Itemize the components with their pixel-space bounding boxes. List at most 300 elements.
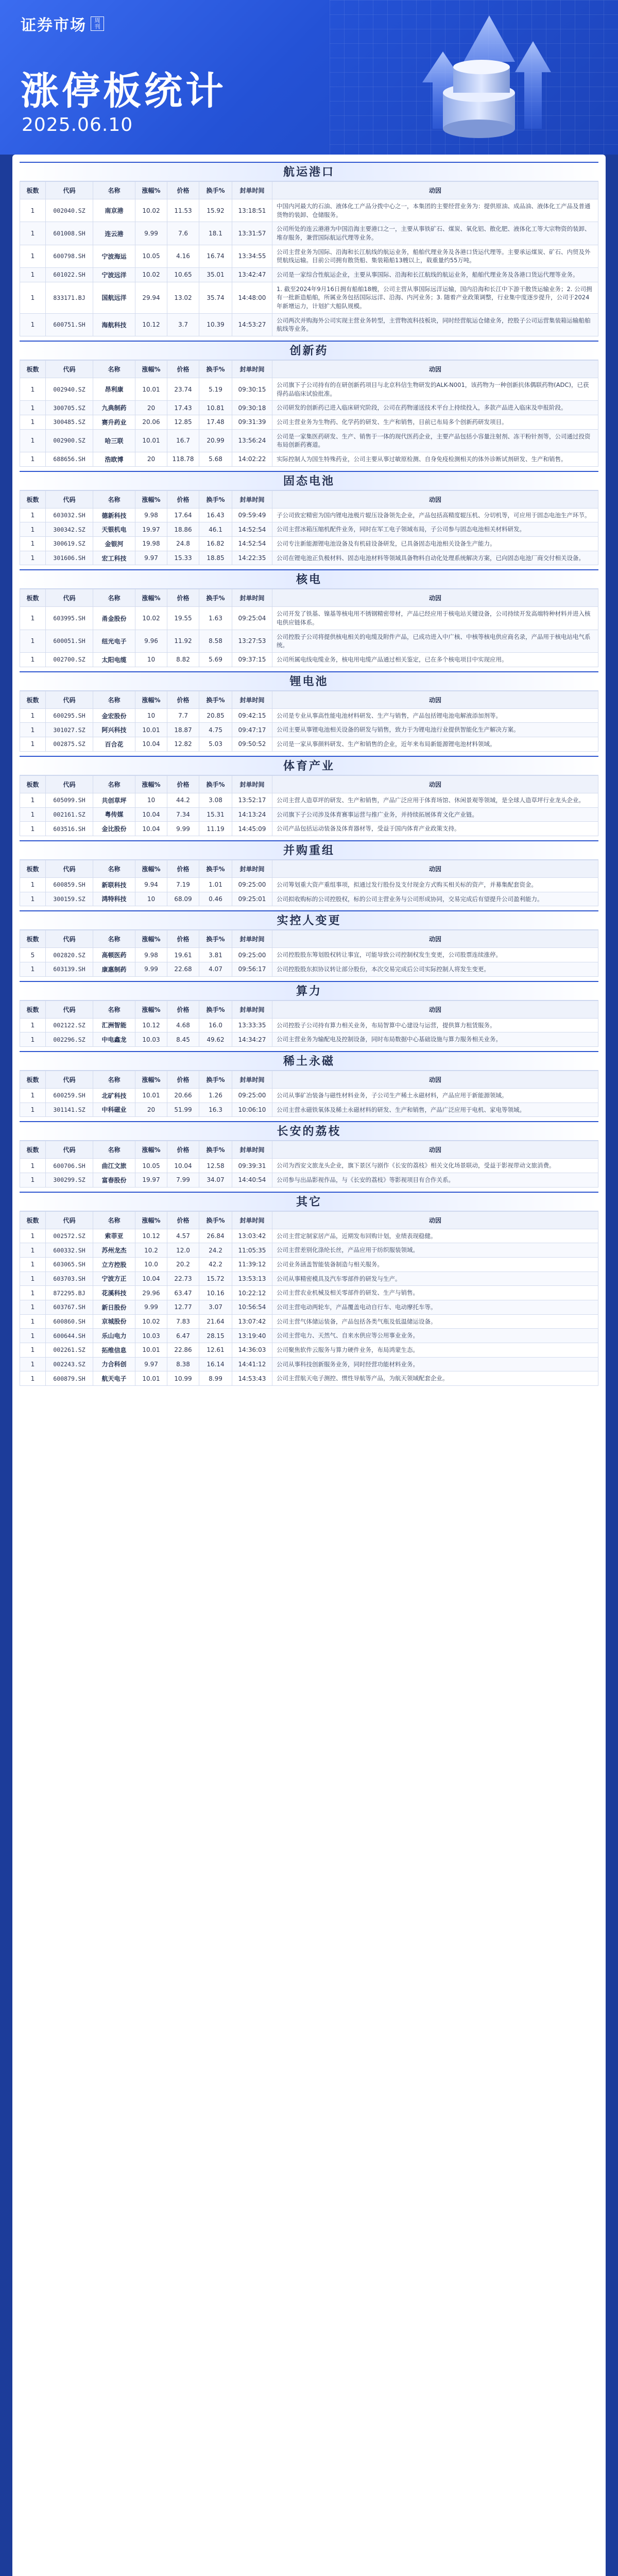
cell-price: 6.47 [167, 1329, 199, 1343]
cell-code: 002700.SZ [46, 653, 93, 667]
table-row [20, 807, 598, 822]
cell-seal-time: 09:39:31 [232, 1159, 272, 1173]
column-header-code: 代码 [46, 860, 93, 877]
cell-name: 航天电子 [93, 1371, 135, 1386]
brand-name: 证券市场 [21, 16, 87, 35]
column-header-turnover-pct: 换手% [199, 1141, 232, 1159]
cell-name: 高顿医药 [93, 948, 135, 962]
cell-change-pct: 10.04 [135, 737, 167, 752]
cell-change-pct: 9.97 [135, 1357, 167, 1371]
cell-reason: 公司主营永磁铁氧体及稀土永磁材料的研发、生产和销售，产品广泛应用于电机、家电等领域。 [272, 1103, 598, 1117]
cell-price: 19.61 [167, 948, 199, 962]
column-header-code: 代码 [46, 1211, 93, 1229]
cell-name: 富春股份 [93, 1173, 135, 1187]
cell-turnover-pct: 42.2 [199, 1257, 232, 1272]
stock-table [20, 691, 598, 752]
column-header-reason: 动因 [272, 930, 598, 948]
column-header-boards: 板数 [20, 860, 46, 877]
cell-boards: 1 [20, 807, 46, 822]
cell-name: 宏工科技 [93, 551, 135, 565]
cell-code: 002161.SZ [46, 807, 93, 822]
cell-code: 300705.SZ [46, 401, 93, 415]
cell-reason: 公司拟收购标的公司控股权，标的公司主营业务与公司形成协同，交易完成后有望提升公司盈利能力。 [272, 892, 598, 906]
table-row [20, 1343, 598, 1357]
column-header-change-pct: 涨幅% [135, 182, 167, 199]
section-title: 核电 [20, 569, 598, 589]
cell-boards: 1 [20, 1300, 46, 1314]
cell-change-pct: 10.01 [135, 723, 167, 737]
cell-boards: 1 [20, 737, 46, 752]
cell-code: 002572.SZ [46, 1229, 93, 1243]
table-row [20, 892, 598, 906]
cell-name: 太阳电缆 [93, 653, 135, 667]
table-row [20, 1286, 598, 1300]
cell-change-pct: 10 [135, 793, 167, 807]
cell-name: 鸿特科技 [93, 892, 135, 906]
cell-turnover-pct: 46.1 [199, 522, 232, 537]
cell-code: 002820.SZ [46, 948, 93, 962]
cell-seal-time: 11:39:12 [232, 1257, 272, 1272]
section-8 [20, 981, 598, 1047]
cell-name: 新联科技 [93, 877, 135, 892]
cell-reason: 公司是一家综合性航运企业，主要从事国际、沿海和长江航线的航运业务，船舶代理业务及各港口货运代理等业务。 [272, 268, 598, 282]
cell-reason: 中国内河最大的石油、液体化工产品分拨中心之一，本集团的主要经营业务为：提供原油、成品油、液体化工产品及普通货物的装卸、仓储服务。 [272, 199, 598, 222]
cell-name: 海航科技 [93, 313, 135, 336]
column-header-reason: 动因 [272, 775, 598, 793]
cell-reason: 公司所处的连云港港为中国沿海主要港口之一，主要从事铁矿石、煤炭、氧化铝、散化肥、液体化工等大宗物资的装卸、堆存服务，兼营国际航运代理等业务。 [272, 222, 598, 245]
cell-reason: 公司主营定制家居产品，近期发布回购计划，业绩表现稳健。 [272, 1229, 598, 1243]
cell-boards: 1 [20, 245, 46, 267]
cell-seal-time: 14:48:00 [232, 282, 272, 313]
cell-name: 中科磁业 [93, 1103, 135, 1117]
cell-turnover-pct: 1.26 [199, 1088, 232, 1103]
cell-code: 300342.SZ [46, 522, 93, 537]
cell-code: 600879.SH [46, 1371, 93, 1386]
cell-change-pct: 29.96 [135, 1286, 167, 1300]
cell-turnover-pct: 15.92 [199, 199, 232, 222]
cell-seal-time: 09:25:01 [232, 892, 272, 906]
table-row [20, 415, 598, 430]
cell-boards: 1 [20, 313, 46, 336]
cell-reason: 公司控股子公司持有算力相关业务，布局智算中心建设与运营，提供算力租赁服务。 [272, 1018, 598, 1032]
header-banner [0, 0, 618, 155]
column-header-turnover-pct: 换手% [199, 860, 232, 877]
column-header-change-pct: 涨幅% [135, 490, 167, 508]
section-11 [20, 1192, 598, 1386]
cell-turnover-pct: 5.68 [199, 452, 232, 467]
table-row [20, 708, 598, 723]
cell-reason: 公司主营业务为生物药、化学药的研发、生产和销售，目前已布局多个创新药研发项目。 [272, 415, 598, 430]
cell-name: 哈三联 [93, 429, 135, 452]
cell-seal-time: 14:53:43 [232, 1371, 272, 1386]
cell-name: 曲江文旅 [93, 1159, 135, 1173]
cell-price: 22.68 [167, 962, 199, 976]
cell-seal-time: 09:56:17 [232, 962, 272, 976]
cell-code: 300299.SZ [46, 1173, 93, 1187]
section-title: 其它 [20, 1192, 598, 1211]
column-header-change-pct: 涨幅% [135, 1001, 167, 1018]
cell-seal-time: 14:36:03 [232, 1343, 272, 1357]
cell-price: 7.34 [167, 807, 199, 822]
cell-price: 11.53 [167, 199, 199, 222]
cell-seal-time: 10:06:10 [232, 1103, 272, 1117]
section-title: 稀土永磁 [20, 1051, 598, 1071]
cell-seal-time: 13:52:17 [232, 793, 272, 807]
cell-name: 花溪科技 [93, 1286, 135, 1300]
cell-price: 17.64 [167, 508, 199, 522]
cell-price: 51.99 [167, 1103, 199, 1117]
table-row [20, 222, 598, 245]
cell-seal-time: 13:53:13 [232, 1272, 272, 1286]
cell-price: 8.38 [167, 1357, 199, 1371]
column-header-reason: 动因 [272, 691, 598, 708]
cell-boards: 1 [20, 1329, 46, 1343]
cell-turnover-pct: 5.69 [199, 653, 232, 667]
brand-sub: 周刊 [91, 16, 104, 31]
cell-turnover-pct: 35.74 [199, 282, 232, 313]
cell-turnover-pct: 17.48 [199, 415, 232, 430]
column-header-boards: 板数 [20, 1141, 46, 1159]
cell-boards: 1 [20, 1314, 46, 1329]
cell-name: 宁波远洋 [93, 268, 135, 282]
cell-boards: 1 [20, 1371, 46, 1386]
cell-change-pct: 10.01 [135, 1371, 167, 1386]
column-header-change-pct: 涨幅% [135, 775, 167, 793]
table-row [20, 313, 598, 336]
column-header-code: 代码 [46, 1001, 93, 1018]
cell-change-pct: 10.01 [135, 1088, 167, 1103]
cell-boards: 1 [20, 962, 46, 976]
cell-name: 新日股份 [93, 1300, 135, 1314]
section-3 [20, 569, 598, 667]
cell-turnover-pct: 16.82 [199, 537, 232, 551]
cell-boards: 1 [20, 1286, 46, 1300]
cell-name: 粤传媒 [93, 807, 135, 822]
cell-reason: 公司为西安文旅龙头企业，旗下景区与剧作《长安的荔枝》相关文化场景联动，受益于影视带动文旅消费。 [272, 1159, 598, 1173]
cell-price: 16.7 [167, 429, 199, 452]
cell-code: 600259.SH [46, 1088, 93, 1103]
table-row [20, 962, 598, 976]
cell-reason: 公司主营业务为输配电及控制设备，同时布局数据中心基础设施与算力服务相关业务。 [272, 1032, 598, 1047]
cell-code: 603032.SH [46, 508, 93, 522]
section-title: 航运港口 [20, 162, 598, 181]
cell-turnover-pct: 16.14 [199, 1357, 232, 1371]
cell-change-pct: 10.05 [135, 245, 167, 267]
cell-code: 600332.SH [46, 1243, 93, 1258]
cell-turnover-pct: 1.01 [199, 877, 232, 892]
column-header-turnover-pct: 换手% [199, 1001, 232, 1018]
cell-reason: 公司专注新能源锂电池设备及有机硅设备研发，已具备固态电池相关设备生产能力。 [272, 537, 598, 551]
cell-turnover-pct: 16.3 [199, 1103, 232, 1117]
column-header-seal-time: 封单时间 [232, 930, 272, 948]
cell-code: 301141.SZ [46, 1103, 93, 1117]
cell-code: 833171.BJ [46, 282, 93, 313]
cell-price: 12.0 [167, 1243, 199, 1258]
table-row [20, 1229, 598, 1243]
cell-change-pct: 10.01 [135, 429, 167, 452]
table-row [20, 822, 598, 836]
cell-price: 17.43 [167, 401, 199, 415]
cell-change-pct: 10.05 [135, 1159, 167, 1173]
cell-name: 拓维信息 [93, 1343, 135, 1357]
cell-boards: 1 [20, 522, 46, 537]
cell-reason: 公司旗下子公司涉及体育赛事运营与推广业务，并持续拓展体育文化产业链。 [272, 807, 598, 822]
cell-price: 7.83 [167, 1314, 199, 1329]
column-header-code: 代码 [46, 1071, 93, 1088]
cell-turnover-pct: 3.08 [199, 793, 232, 807]
cell-change-pct: 9.99 [135, 962, 167, 976]
section-title: 并购重组 [20, 840, 598, 860]
cell-price: 8.45 [167, 1032, 199, 1047]
cell-boards: 1 [20, 452, 46, 467]
column-header-turnover-pct: 换手% [199, 775, 232, 793]
column-header-boards: 板数 [20, 589, 46, 607]
table-row [20, 1329, 598, 1343]
cell-name: 南京港 [93, 199, 135, 222]
cell-price: 22.73 [167, 1272, 199, 1286]
cell-turnover-pct: 20.85 [199, 708, 232, 723]
column-header-name: 名称 [93, 860, 135, 877]
section-title: 固态电池 [20, 471, 598, 490]
cell-boards: 1 [20, 1088, 46, 1103]
coin-stack-arrow-illustration [366, 5, 587, 149]
cell-seal-time: 14:52:54 [232, 537, 272, 551]
cell-code: 601008.SH [46, 222, 93, 245]
cell-price: 10.99 [167, 1371, 199, 1386]
column-header-boards: 板数 [20, 182, 46, 199]
cell-boards: 1 [20, 508, 46, 522]
cell-price: 10.04 [167, 1159, 199, 1173]
cell-code: 002296.SZ [46, 1032, 93, 1047]
cell-reason: 公司产品包括运动装备及体育器材等，受益于国内体育产业政策支持。 [272, 822, 598, 836]
cell-change-pct: 10.02 [135, 268, 167, 282]
table-row [20, 452, 598, 467]
table-row [20, 1272, 598, 1286]
column-header-change-pct: 涨幅% [135, 361, 167, 378]
cell-change-pct: 10.12 [135, 1018, 167, 1032]
cell-price: 9.99 [167, 822, 199, 836]
column-header-name: 名称 [93, 1211, 135, 1229]
cell-change-pct: 9.96 [135, 630, 167, 652]
cell-boards: 1 [20, 1173, 46, 1187]
column-header-change-pct: 涨幅% [135, 1071, 167, 1088]
stock-table [20, 860, 598, 906]
cell-turnover-pct: 18.1 [199, 222, 232, 245]
cell-price: 7.19 [167, 877, 199, 892]
cell-reason: 公司开发了铁基、镍基等核电用不锈钢精密带材，产品已经应用于核电站关键设备，公司持续开发高端特种材料并进入核电供应链体系。 [272, 607, 598, 630]
cell-boards: 1 [20, 1032, 46, 1047]
cell-code: 300485.SZ [46, 415, 93, 430]
table-row [20, 282, 598, 313]
column-header-change-pct: 涨幅% [135, 691, 167, 708]
stock-table [20, 1071, 598, 1117]
column-header-price: 价格 [167, 860, 199, 877]
column-header-reason: 动因 [272, 589, 598, 607]
cell-change-pct: 9.98 [135, 948, 167, 962]
cell-change-pct: 20 [135, 452, 167, 467]
column-header-turnover-pct: 换手% [199, 182, 232, 199]
cell-turnover-pct: 4.75 [199, 723, 232, 737]
cell-change-pct: 9.97 [135, 551, 167, 565]
cell-turnover-pct: 10.81 [199, 401, 232, 415]
column-header-turnover-pct: 换手% [199, 1071, 232, 1088]
cell-change-pct: 29.94 [135, 282, 167, 313]
cell-price: 22.86 [167, 1343, 199, 1357]
cell-reason: 公司控股子公司将提供核电相关的电缆及附件产品，已成功进入中广核、中核等核电供应商名录，产品用于核电站电气系统。 [272, 630, 598, 652]
cell-boards: 1 [20, 630, 46, 652]
cell-reason: 公司从事精密模具及汽车零部件的研发与生产。 [272, 1272, 598, 1286]
cell-reason: 公司控股股东拟协议转让部分股份，本次交易完成后公司实际控制人将发生变更。 [272, 962, 598, 976]
column-header-price: 价格 [167, 589, 199, 607]
cell-boards: 1 [20, 378, 46, 401]
column-header-reason: 动因 [272, 361, 598, 378]
cell-seal-time: 09:50:52 [232, 737, 272, 752]
cell-code: 603995.SH [46, 607, 93, 630]
cell-price: 4.68 [167, 1018, 199, 1032]
cell-price: 19.55 [167, 607, 199, 630]
cell-name: 力合科创 [93, 1357, 135, 1371]
table-row [20, 401, 598, 415]
cell-reason: 公司主营冰箱压缩机配件业务，同时在军工电子领域布局，子公司参与固态电池相关材料研发。 [272, 522, 598, 537]
cell-reason: 公司参与出品影视作品，与《长安的荔枝》等影视项目有合作关系。 [272, 1173, 598, 1187]
cell-price: 20.2 [167, 1257, 199, 1272]
cell-code: 600798.SH [46, 245, 93, 267]
cell-turnover-pct: 4.07 [199, 962, 232, 976]
cell-price: 10.65 [167, 268, 199, 282]
section-title: 锂电池 [20, 671, 598, 691]
cell-name: 纽光电子 [93, 630, 135, 652]
cell-code: 603065.SH [46, 1257, 93, 1272]
cell-turnover-pct: 15.31 [199, 807, 232, 822]
stock-table [20, 490, 598, 566]
cell-turnover-pct: 11.19 [199, 822, 232, 836]
cell-turnover-pct: 35.01 [199, 268, 232, 282]
column-header-turnover-pct: 换手% [199, 361, 232, 378]
brand-logo [21, 12, 104, 35]
cell-seal-time: 14:34:27 [232, 1032, 272, 1047]
cell-code: 600295.SH [46, 708, 93, 723]
cell-name: 浩欧博 [93, 452, 135, 467]
column-header-boards: 板数 [20, 1071, 46, 1088]
cell-reason: 公司是专业从事高性能电池材料研发、生产与销售，产品包括锂电池电解液添加剂等。 [272, 708, 598, 723]
table-row [20, 948, 598, 962]
column-header-boards: 板数 [20, 361, 46, 378]
cell-reason: 公司主营业务为国际、沿海和长江航线的航运业务，船舶代理业务及各港口货运代理等。主要承运煤炭、矿石、内贸及外贸航线运输。目前公司拥有散货船、集装箱船13艘以上，载重量约55万吨。 [272, 245, 598, 267]
table-row [20, 429, 598, 452]
cell-turnover-pct: 5.03 [199, 737, 232, 752]
cell-boards: 5 [20, 948, 46, 962]
cell-name: 国航远洋 [93, 282, 135, 313]
cell-price: 7.99 [167, 1173, 199, 1187]
cell-turnover-pct: 3.81 [199, 948, 232, 962]
cell-boards: 1 [20, 429, 46, 452]
cell-reason: 公司研发的创新药已进入临床研究阶段，公司在药物递送技术平台上持续投入，多款产品进入临床及申报阶段。 [272, 401, 598, 415]
cell-name: 赛升药业 [93, 415, 135, 430]
cell-turnover-pct: 16.43 [199, 508, 232, 522]
cell-seal-time: 09:25:04 [232, 607, 272, 630]
cell-price: 63.47 [167, 1286, 199, 1300]
column-header-price: 价格 [167, 490, 199, 508]
table-row [20, 522, 598, 537]
cell-change-pct: 10 [135, 708, 167, 723]
stock-table [20, 1001, 598, 1047]
section-6 [20, 840, 598, 906]
column-header-reason: 动因 [272, 182, 598, 199]
cell-code: 301606.SH [46, 551, 93, 565]
cell-price: 18.86 [167, 522, 199, 537]
cell-reason: 公司主营电力、天然气、自来水供应等公用事业业务。 [272, 1329, 598, 1343]
cell-boards: 1 [20, 877, 46, 892]
cell-name: 阿兴科技 [93, 723, 135, 737]
cell-reason: 公司控股股东筹划股权转让事宜，可能导致公司控制权发生变更，公司股票连续涨停。 [272, 948, 598, 962]
column-header-turnover-pct: 换手% [199, 490, 232, 508]
cell-reason: 子公司致宏精密为国内锂电池极片辊压设备领先企业，产品包括高精度辊压机、分切机等，可应用于固态电池生产环节。 [272, 508, 598, 522]
cell-turnover-pct: 49.62 [199, 1032, 232, 1047]
cell-change-pct: 10.0 [135, 1257, 167, 1272]
cell-name: 金比股份 [93, 822, 135, 836]
column-header-reason: 动因 [272, 1001, 598, 1018]
cell-change-pct: 10.03 [135, 1329, 167, 1343]
table-header-row [20, 1211, 598, 1229]
cell-boards: 1 [20, 268, 46, 282]
table-header-row [20, 589, 598, 607]
cell-code: 603139.SH [46, 962, 93, 976]
cell-turnover-pct: 26.84 [199, 1229, 232, 1243]
table-row [20, 268, 598, 282]
cell-code: 002900.SZ [46, 429, 93, 452]
cell-code: 300159.SZ [46, 892, 93, 906]
column-header-name: 名称 [93, 361, 135, 378]
column-header-reason: 动因 [272, 1211, 598, 1229]
cell-reason: 公司是一家从事颜料研发、生产和销售的企业，近年来布局新能源锂电池材料领域。 [272, 737, 598, 752]
column-header-seal-time: 封单时间 [232, 1211, 272, 1229]
cell-boards: 1 [20, 653, 46, 667]
stock-table [20, 589, 598, 667]
cell-seal-time: 09:25:00 [232, 948, 272, 962]
cell-reason: 公司是一家集医药研发、生产、销售于一体的现代医药企业，主要产品包括小容量注射剂、冻干粉针剂等，公司通过投资布局创新药赛道。 [272, 429, 598, 452]
cell-change-pct: 10.01 [135, 378, 167, 401]
cell-code: 600859.SH [46, 877, 93, 892]
table-row [20, 1314, 598, 1329]
section-title: 算力 [20, 981, 598, 1001]
section-title: 体育产业 [20, 756, 598, 775]
cell-change-pct: 20.06 [135, 415, 167, 430]
cell-seal-time: 13:31:57 [232, 222, 272, 245]
cell-seal-time: 13:18:51 [232, 199, 272, 222]
cell-code: 002261.SZ [46, 1343, 93, 1357]
cell-reason: 公司主营电动两轮车，产品覆盖电动自行车、电动摩托车等。 [272, 1300, 598, 1314]
cell-seal-time: 09:25:00 [232, 1088, 272, 1103]
cell-turnover-pct: 24.2 [199, 1243, 232, 1258]
stock-table [20, 181, 598, 336]
cell-change-pct: 19.98 [135, 537, 167, 551]
cell-code: 603703.SH [46, 1272, 93, 1286]
cell-reason: 公司筹划重大资产重组事项，拟通过发行股份及支付现金方式购买相关标的资产，并募集配套资金。 [272, 877, 598, 892]
column-header-seal-time: 封单时间 [232, 182, 272, 199]
cell-name: 宁波海运 [93, 245, 135, 267]
cell-seal-time: 09:30:18 [232, 401, 272, 415]
cell-change-pct: 10.04 [135, 807, 167, 822]
column-header-code: 代码 [46, 182, 93, 199]
cell-turnover-pct: 18.85 [199, 551, 232, 565]
section-9 [20, 1051, 598, 1117]
cell-change-pct: 10.04 [135, 1272, 167, 1286]
cell-seal-time: 09:31:39 [232, 415, 272, 430]
cell-name: 乐山电力 [93, 1329, 135, 1343]
cell-name: 立方控股 [93, 1257, 135, 1272]
cell-change-pct: 9.94 [135, 877, 167, 892]
table-row [20, 537, 598, 551]
